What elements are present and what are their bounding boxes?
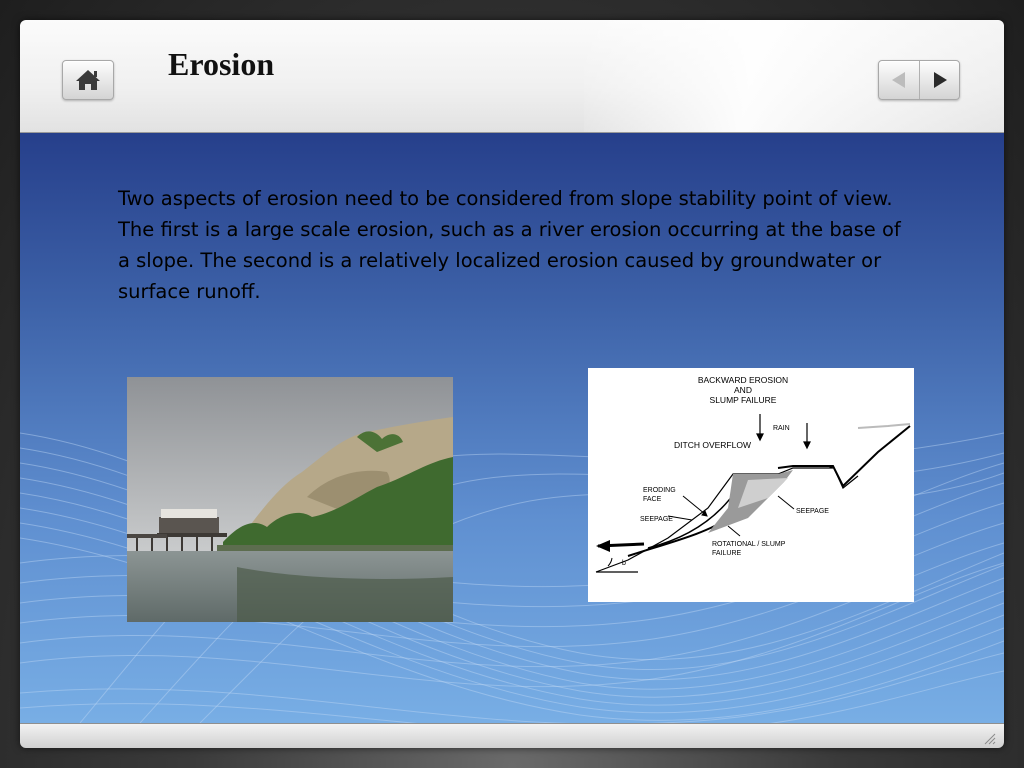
label-seepage-right: SEEPAGE	[796, 508, 829, 515]
erosion-cliff-photo	[127, 377, 453, 622]
next-slide-button[interactable]	[919, 61, 960, 99]
label-rain: RAIN	[773, 425, 790, 432]
slide-title: Erosion	[168, 46, 275, 82]
slide-header	[20, 20, 1004, 133]
slide-body-text: Two aspects of erosion need to be considered from slope stability point of view. The first is a large scale erosion, such as a river erosion occurring at the base of a slope. The second is a relatively localized erosion caused by groundwater or surface runoff.	[118, 187, 901, 303]
slope-erosion-diagram	[588, 368, 914, 602]
triangle-right-icon	[934, 72, 947, 88]
label-face: FACE	[643, 496, 662, 503]
resize-grip-icon[interactable]	[984, 733, 996, 745]
label-backward-erosion: BACKWARD EROSION	[697, 375, 789, 385]
home-button[interactable]	[62, 60, 114, 100]
slide-footer	[20, 723, 1004, 748]
label-rotational-slump: ROTATIONAL / SLUMP	[712, 541, 786, 548]
label-ditch-overflow: DITCH OVERFLOW	[674, 440, 751, 450]
slide-frame	[20, 20, 1004, 748]
label-failure: FAILURE	[712, 550, 742, 557]
home-icon	[63, 61, 113, 99]
label-angle-b: b	[622, 560, 626, 567]
label-slump-failure: SLUMP FAILURE	[709, 395, 777, 405]
triangle-left-icon	[892, 72, 905, 88]
previous-slide-button[interactable]	[879, 61, 919, 99]
label-and: AND	[734, 385, 752, 395]
label-eroding: ERODING	[643, 487, 676, 494]
slide-pager	[878, 60, 960, 100]
label-seepage-left: SEEPAGE	[640, 516, 673, 523]
slide-content	[20, 133, 1004, 723]
